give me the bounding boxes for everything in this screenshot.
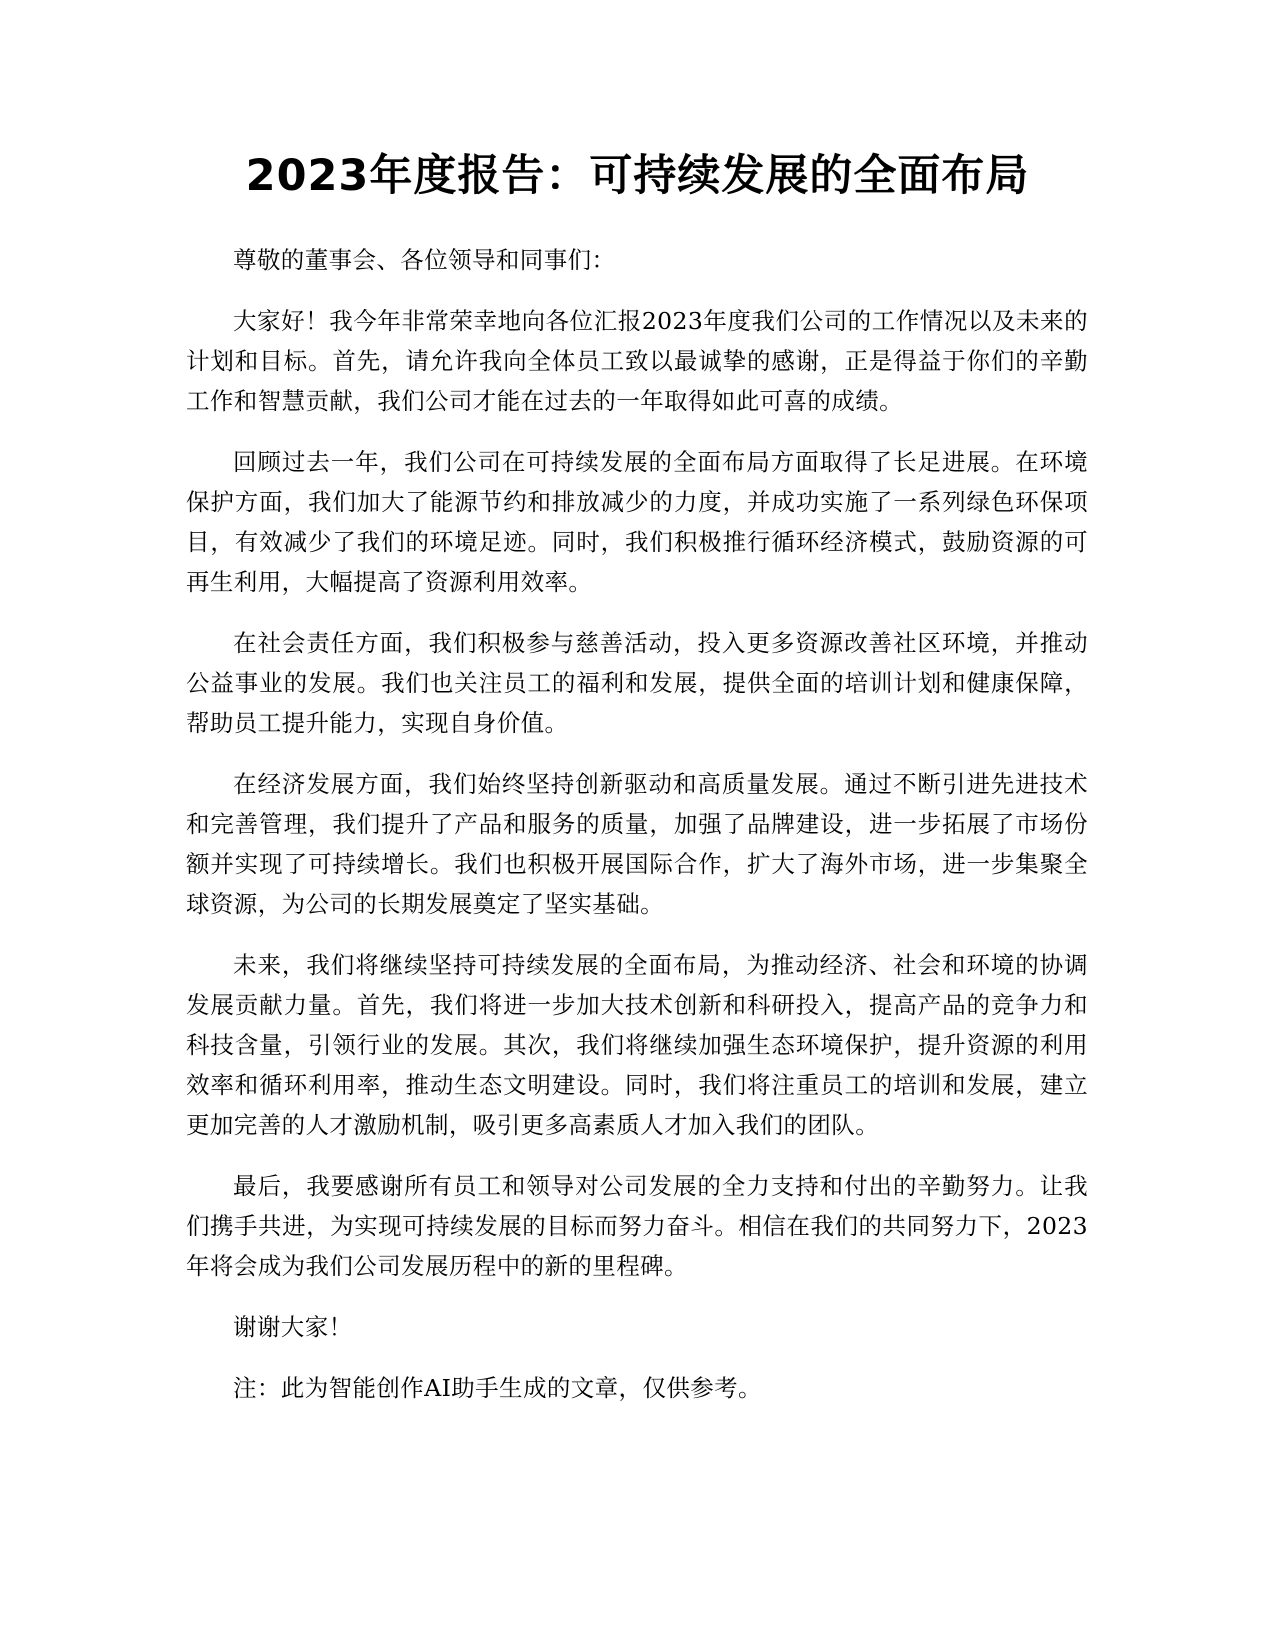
paragraph-social-responsibility: 在社会责任方面，我们积极参与慈善活动，投入更多资源改善社区环境，并推动公益事业的发展。我们也关注员工的福利和发展，提供全面的培训计划和健康保障，帮助员工提升能力，实现自身价值。 [186,629,1088,737]
note: 注：此为智能创作AI助手生成的文章，仅供参考。 [233,1374,762,1402]
paragraph-thanks: 最后，我要感谢所有员工和领导对公司发展的全力支持和付出的辛勤努力。让我们携手共进，为实现可持续发展的目标而努力奋斗。相信在我们的共同努力下，2023年将会成为我们公司发展历程中的新的里程碑。 [186,1172,1088,1280]
document-title: 2023年度报告：可持续发展的全面布局 [245,151,1030,201]
salutation: 尊敬的董事会、各位领导和同事们： [233,246,616,274]
closing: 谢谢大家！ [233,1313,353,1341]
paragraph-greeting: 大家好！我今年非常荣幸地向各位汇报2023年度我们公司的工作情况以及未来的计划和目标。首先，请允许我向全体员工致以最诚挚的感谢，正是得益于你们的辛勤工作和智慧贡献，我们公司才能在过去的一年取得如此可喜的成绩。 [186,307,1088,415]
paragraph-economic-development: 在经济发展方面，我们始终坚持创新驱动和高质量发展。通过不断引进先进技术和完善管理，我们提升了产品和服务的质量，加强了品牌建设，进一步拓展了市场份额并实现了可持续增长。我们也积极开展国际合作，扩大了海外市场，进一步集聚全球资源，为公司的长期发展奠定了坚实基础。 [186,770,1088,918]
paragraph-review: 回顾过去一年，我们公司在可持续发展的全面布局方面取得了长足进展。在环境保护方面，我们加大了能源节约和排放减少的力度，并成功实施了一系列绿色环保项目，有效减少了我们的环境足迹。同时，我们积极推行循环经济模式，鼓励资源的可再生利用，大幅提高了资源利用效率。 [186,448,1088,596]
paragraph-future-plans: 未来，我们将继续坚持可持续发展的全面布局，为推动经济、社会和环境的协调发展贡献力量。首先，我们将进一步加大技术创新和科研投入，提高产品的竞争力和科技含量，引领行业的发展。其次，我们将继续加强生态环境保护，提升资源的利用效率和循环利用率，推动生态文明建设。同时，我们将注重员工的培训和发展，建立更加完善的人才激励机制，吸引更多高素质人才加入我们的团队。 [186,951,1088,1139]
document-body [186,240,1088,1429]
